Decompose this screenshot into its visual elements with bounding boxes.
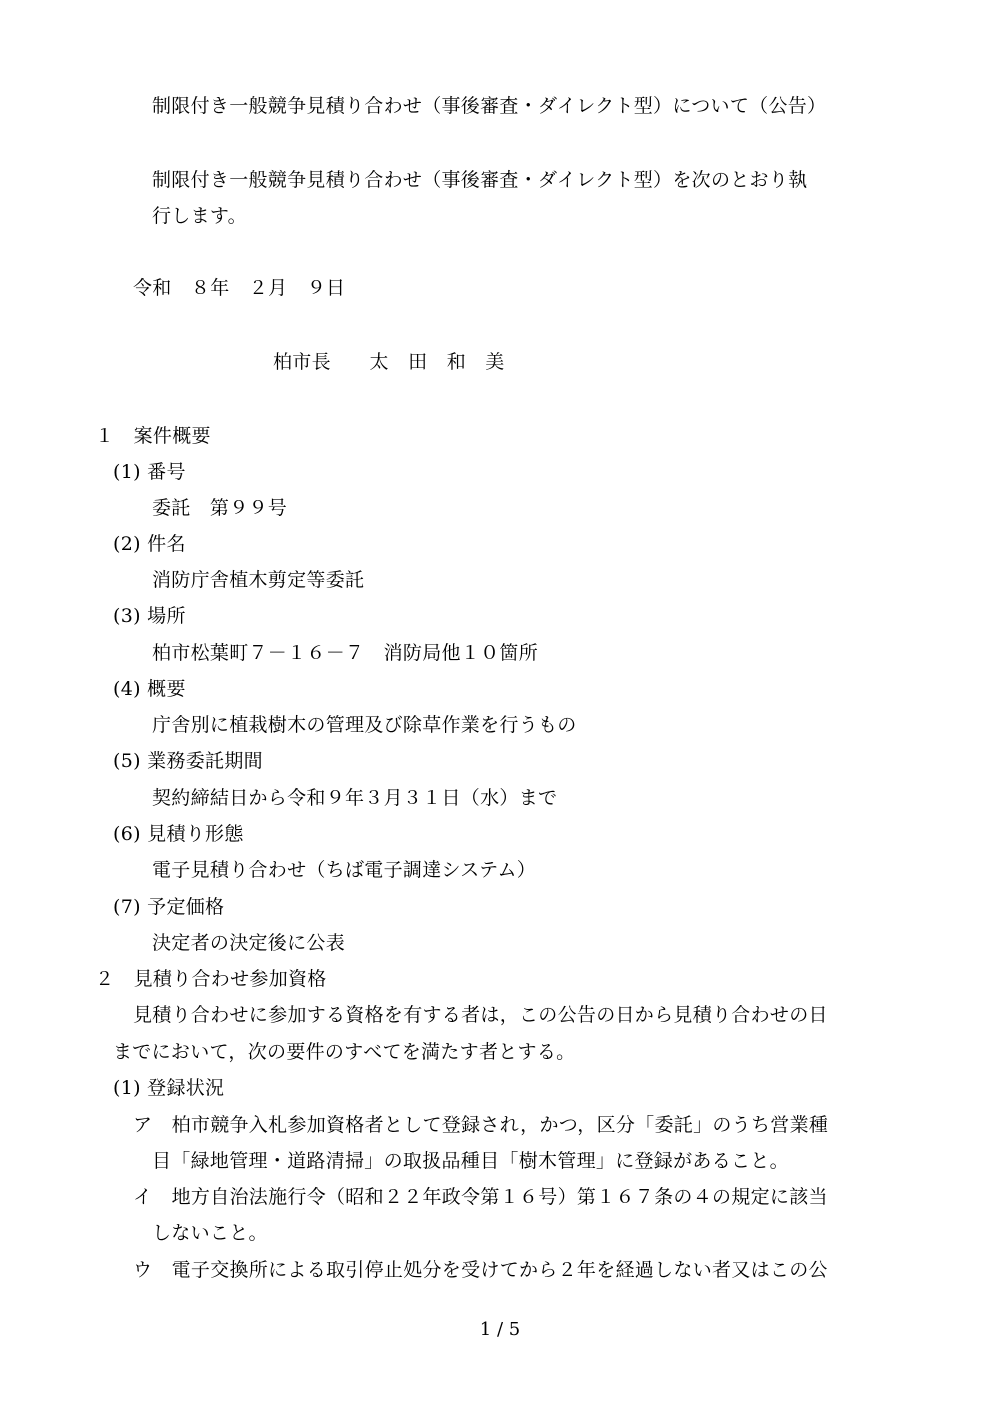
item-label: (3) 場所 — [113, 605, 186, 627]
clause-u-line-1: ウ 電子交換所による取引停止処分を受けてから２年を経過しない者又はこの公 — [133, 1259, 828, 1281]
item-label: (1) 番号 — [113, 461, 186, 483]
item-label: (4) 概要 — [113, 678, 186, 700]
clause-i-line-2: しないこと。 — [152, 1222, 268, 1244]
item-value: 消防庁舎植木剪定等委託 — [152, 569, 365, 591]
intro-line-1: 制限付き一般競争見積り合わせ（事後審査・ダイレクト型）を次のとおり執 — [152, 169, 808, 191]
notice-title: 制限付き一般競争見積り合わせ（事後審査・ダイレクト型）について（公告） — [152, 95, 827, 117]
clause-i-line-1: イ 地方自治法施行令（昭和２２年政令第１６号）第１６７条の４の規定に該当 — [133, 1186, 828, 1208]
section2-para-line-1: 見積り合わせに参加する資格を有する者は，この公告の日から見積り合わせの日 — [133, 1004, 828, 1026]
section1-heading: １ 案件概要 — [95, 425, 211, 447]
item-value: 委託 第９９号 — [152, 497, 288, 519]
section2-heading: ２ 見積り合わせ参加資格 — [95, 968, 327, 990]
clause-a-line-1: ア 柏市競争入札参加資格者として登録され，かつ，区分「委託」のうち営業種 — [133, 1114, 829, 1136]
notice-date: 令和 ８年 ２月 ９日 — [133, 277, 346, 299]
sub-heading-registration: (1) 登録状況 — [113, 1077, 225, 1099]
item-value: 決定者の決定後に公表 — [152, 932, 346, 954]
item-value: 柏市松葉町７－１６－７ 消防局他１０箇所 — [152, 642, 539, 664]
item-value: 電子見積り合わせ（ちば電子調達システム） — [152, 859, 537, 881]
item-value: 庁舎別に植栽樹木の管理及び除草作業を行うもの — [152, 714, 577, 736]
item-label: (5) 業務委託期間 — [113, 750, 263, 772]
page-number: 1 / 5 — [479, 1319, 521, 1340]
item-value: 契約締結日から令和９年３月３１日（水）まで — [152, 787, 558, 809]
item-label: (6) 見積り形態 — [113, 823, 244, 845]
signer-name: 柏市長 太 田 和 美 — [273, 351, 505, 373]
item-label: (2) 件名 — [113, 533, 186, 555]
section2-para-line-2: までにおいて，次の要件のすべてを満たす者とする。 — [113, 1041, 576, 1063]
item-label: (7) 予定価格 — [113, 896, 225, 918]
clause-a-line-2: 目「緑地管理・道路清掃」の取扱品種目「樹木管理」に登録があること。 — [152, 1150, 789, 1172]
intro-line-2: 行します。 — [152, 205, 247, 227]
